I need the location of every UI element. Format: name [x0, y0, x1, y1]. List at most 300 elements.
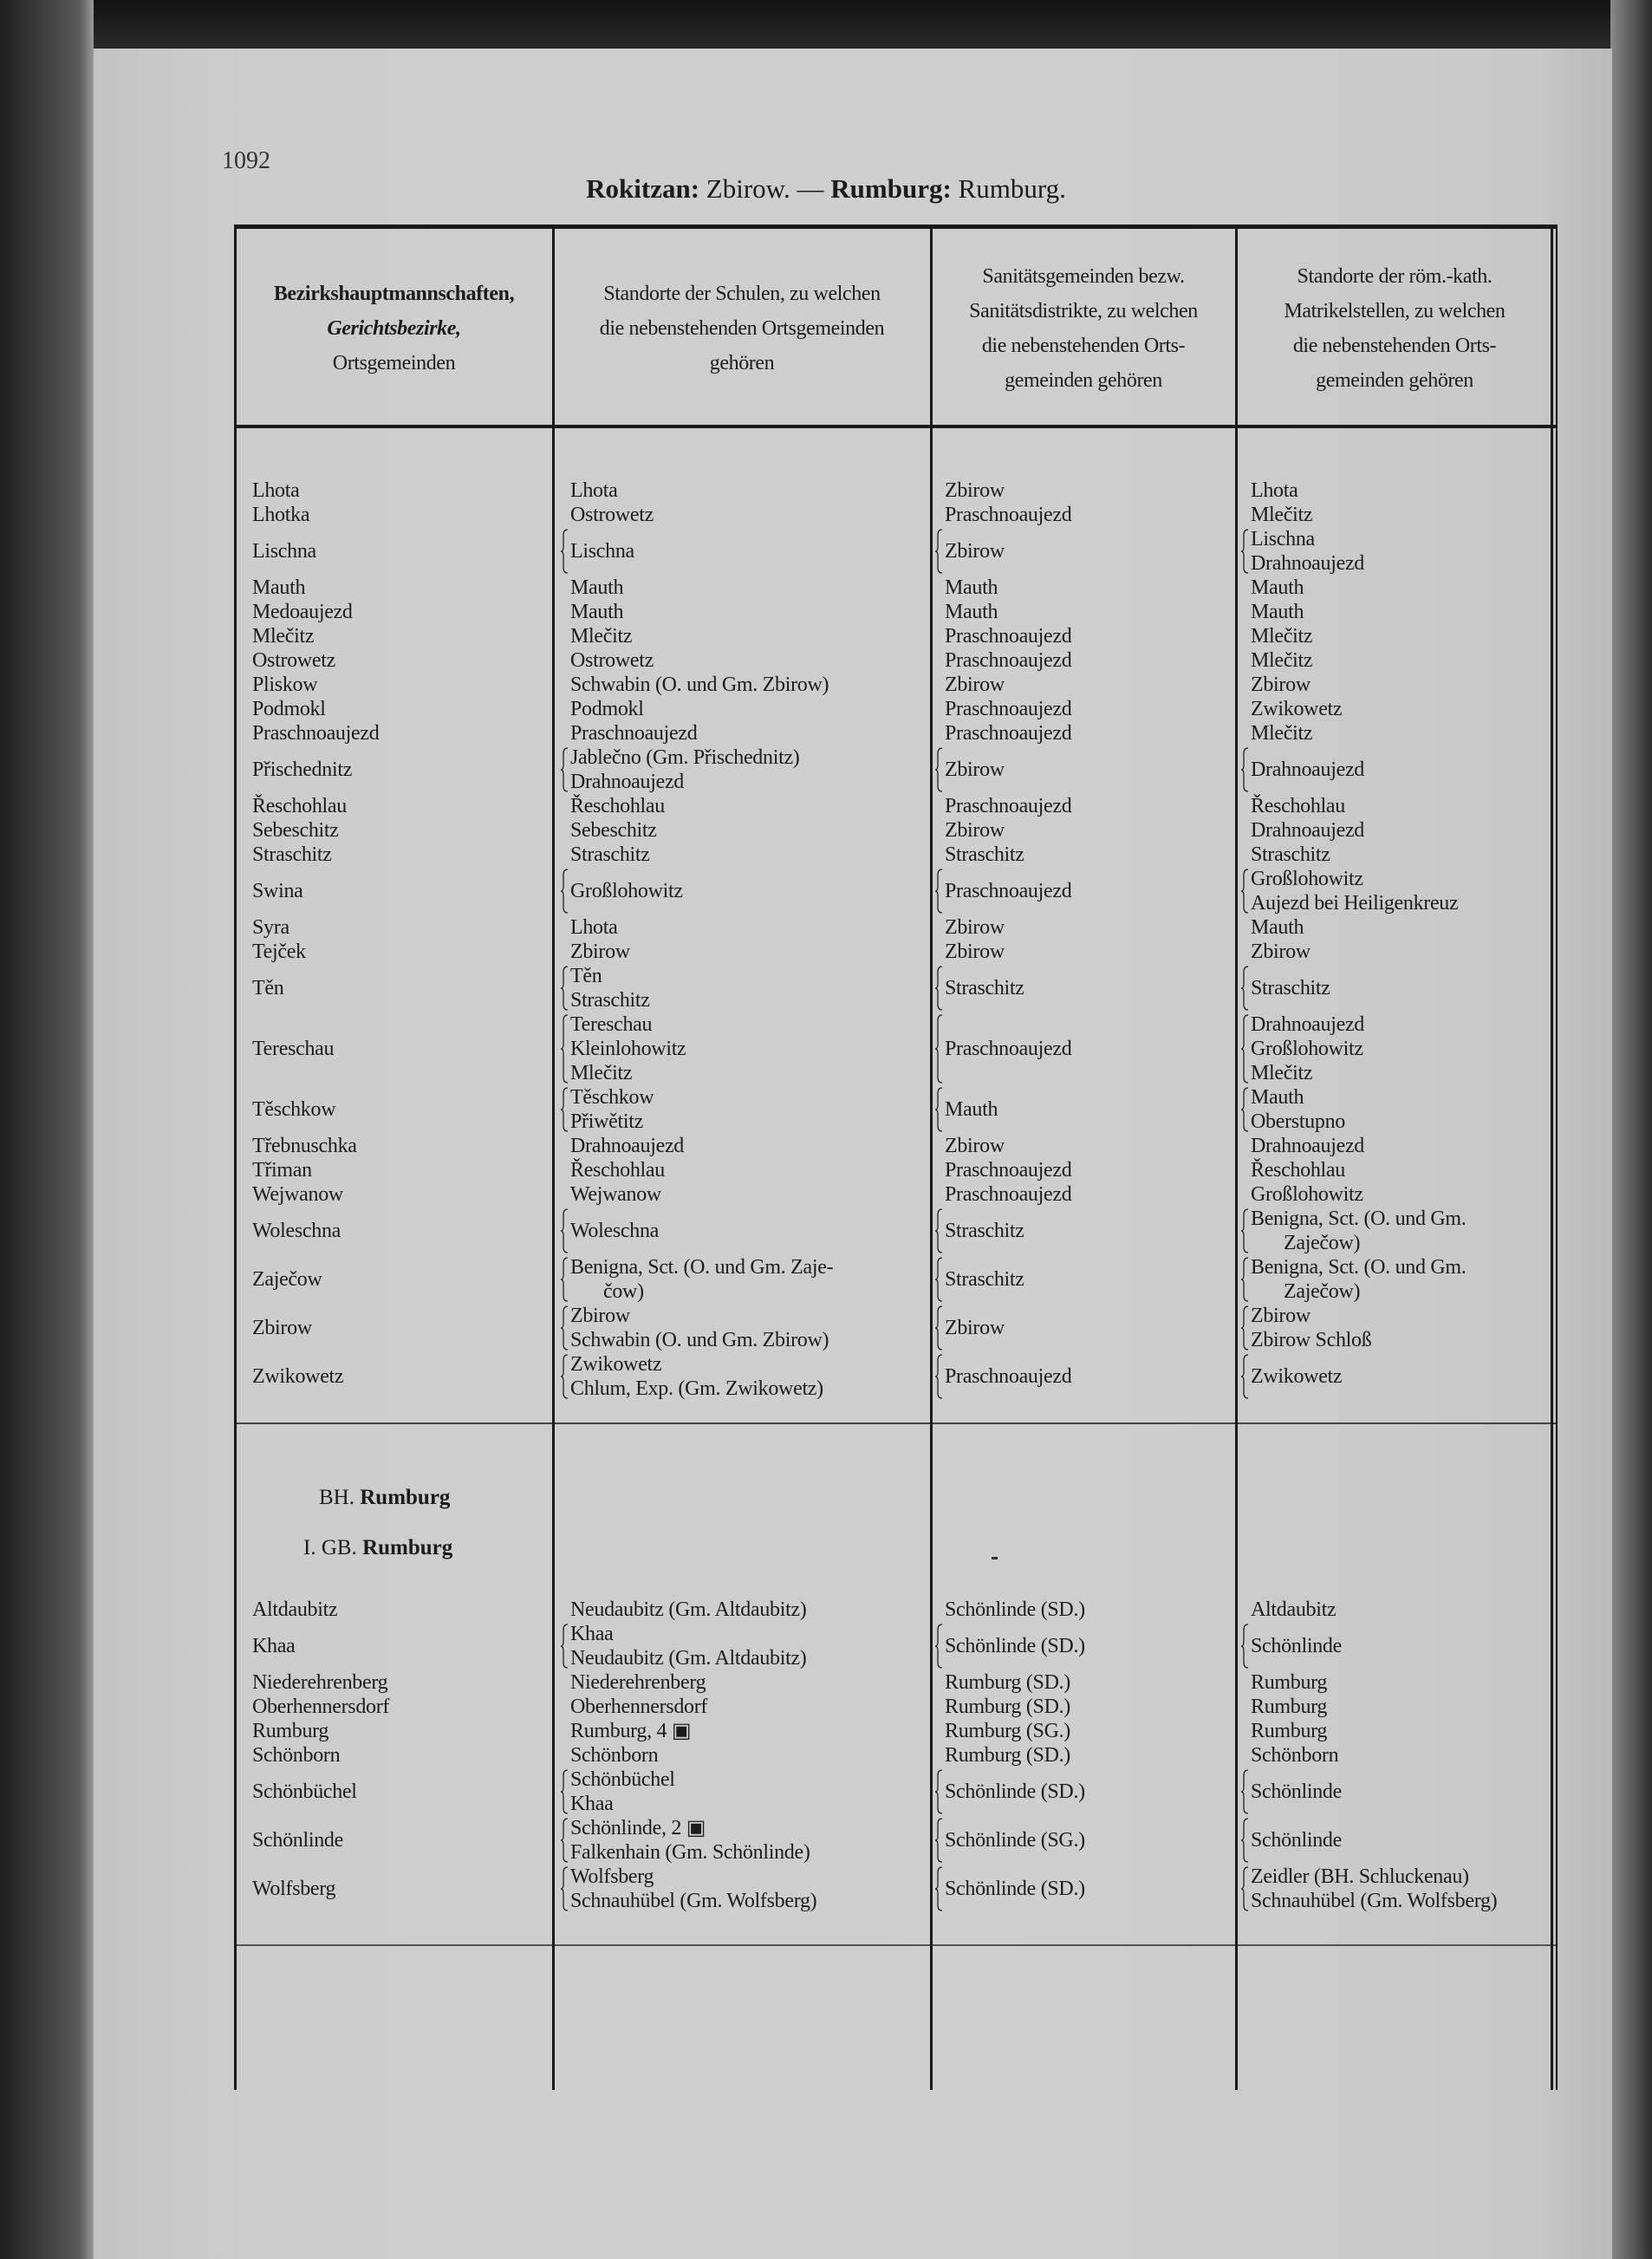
- school-text: Lischna: [570, 540, 634, 563]
- school-text: Schönbüchel: [570, 1768, 675, 1791]
- municipality-cell: [235, 964, 553, 1012]
- parish-cell: [1236, 1085, 1553, 1134]
- sanitary-district-cell: [931, 843, 1236, 867]
- brace-icon: [1240, 1087, 1249, 1132]
- municipality-cell: [235, 1816, 553, 1865]
- section-heading-gb: [303, 1536, 452, 1560]
- school-cell: [553, 576, 931, 600]
- parish-text: Zbirow Schloß: [1251, 1329, 1372, 1351]
- table-top-rule: [235, 225, 1556, 229]
- school-cell: [553, 721, 931, 745]
- parish-cell: [1236, 697, 1553, 721]
- table-row: [235, 1352, 1553, 1401]
- table-row: [235, 527, 1553, 576]
- brace-icon: [1240, 1354, 1249, 1399]
- school-text: Sebeschitz: [570, 819, 657, 842]
- parish-text: Řeschohlau: [1251, 1159, 1345, 1182]
- school-cell: [553, 843, 931, 867]
- school-text: Zwikowetz: [570, 1353, 662, 1376]
- parish-text: Zbirow: [1251, 674, 1311, 696]
- parish-cell: [1236, 964, 1553, 1012]
- sanitary-district-text: Zbirow: [945, 916, 1005, 939]
- parish-cell: [1236, 1695, 1553, 1719]
- parish-cell: [1236, 1622, 1553, 1670]
- school-text: Rumburg, 4 ▣: [570, 1720, 692, 1742]
- municipality-cell: [235, 794, 553, 818]
- sanitary-district-cell: [931, 697, 1236, 721]
- sanitary-district-cell: [931, 1670, 1236, 1695]
- municipality-cell: [235, 576, 553, 600]
- school-text: Woleschna: [570, 1220, 659, 1242]
- parish-text: Drahnoaujezd: [1251, 819, 1365, 842]
- parish-text: Schönborn: [1251, 1744, 1339, 1767]
- school-text: Wejwanow: [570, 1183, 661, 1206]
- school-text: Mlečitz: [570, 625, 633, 648]
- header-bottom-rule: [235, 425, 1556, 428]
- table-row: [235, 1158, 1553, 1182]
- sanitary-district-cell: [931, 1352, 1236, 1401]
- municipality-cell: [235, 503, 553, 527]
- rokitzan-zbirow-rows: [235, 478, 1553, 1401]
- school-text: Straschitz: [570, 843, 650, 866]
- sanitary-district-cell: [931, 1767, 1236, 1816]
- school-text: Ostrowetz: [570, 649, 654, 672]
- school-text: Řeschohlau: [570, 795, 665, 817]
- parish-text: Altdaubitz: [1251, 1598, 1337, 1621]
- sanitary-district-cell: [931, 1158, 1236, 1182]
- municipality-cell: [235, 915, 553, 940]
- school-text: Benigna, Sct. (O. und Gm. Zaje-: [570, 1256, 834, 1279]
- brace-icon: [560, 1769, 569, 1814]
- title-court-1: Zbirow.: [706, 173, 790, 204]
- parish-cell: [1236, 940, 1553, 964]
- brace-icon: [934, 1354, 943, 1399]
- school-text: Řeschohlau: [570, 1159, 665, 1182]
- header-line: gemeinden gehören: [1005, 369, 1162, 392]
- sanitary-district-text: Zbirow: [945, 758, 1005, 781]
- sanitary-district-cell: [931, 940, 1236, 964]
- municipality-cell: [235, 843, 553, 867]
- parish-text: Mauth: [1251, 916, 1304, 939]
- parish-text: Drahnoaujezd: [1251, 1013, 1365, 1036]
- municipality-cell: [235, 600, 553, 624]
- school-text: Drahnoaujezd: [570, 771, 685, 793]
- municipality-cell: [235, 818, 553, 843]
- parish-text: Straschitz: [1251, 843, 1330, 866]
- school-text: Zbirow: [570, 1305, 630, 1327]
- parish-text: Mauth: [1251, 576, 1304, 599]
- sanitary-district-text: Praschnoaujezd: [945, 795, 1072, 817]
- parish-text: Großlohowitz: [1251, 1183, 1363, 1206]
- sanitary-district-cell: [931, 527, 1236, 576]
- sanitary-district-text: Zbirow: [945, 819, 1005, 842]
- table-row: [235, 673, 1553, 697]
- municipality-text: Wejwanow: [252, 1183, 343, 1206]
- school-text: Mlečitz: [570, 1062, 633, 1084]
- parish-text: Zbirow: [1251, 1305, 1311, 1327]
- bottom-rule: [235, 1944, 1556, 1946]
- parish-text: Oberstupno: [1251, 1110, 1345, 1133]
- brace-icon: [560, 1818, 569, 1863]
- sanitary-district-cell: [931, 867, 1236, 915]
- parish-cell: [1236, 624, 1553, 648]
- brace-icon: [560, 747, 569, 792]
- municipality-text: Oberhennersdorf: [252, 1696, 390, 1718]
- municipality-cell: [235, 1719, 553, 1743]
- parish-text: Drahnoaujezd: [1251, 552, 1365, 575]
- header-line: gemeinden gehören: [1316, 369, 1473, 392]
- sanitary-district-text: Straschitz: [945, 977, 1024, 999]
- school-cell: [553, 915, 931, 940]
- brace-icon: [1240, 747, 1249, 792]
- table-row: [235, 1767, 1553, 1816]
- sanitary-district-text: Schönlinde (SD.): [945, 1598, 1085, 1621]
- sanitary-district-cell: [931, 1865, 1236, 1913]
- school-cell: [553, 1352, 931, 1401]
- school-text: Těschkow: [570, 1086, 654, 1109]
- brace-icon: [934, 1818, 943, 1863]
- parish-text: Zwikowetz: [1251, 698, 1343, 720]
- sanitary-district-text: Schönlinde (SD.): [945, 1878, 1085, 1900]
- school-text: Neudaubitz (Gm. Altdaubitz): [570, 1647, 807, 1670]
- table-row: [235, 600, 1553, 624]
- parish-text: Mauth: [1251, 1086, 1304, 1109]
- municipality-text: Tejček: [252, 941, 306, 963]
- parish-cell: [1236, 1767, 1553, 1816]
- municipality-text: Schönborn: [252, 1744, 341, 1767]
- parish-cell: [1236, 1719, 1553, 1743]
- header-line: Standorte der Schulen, zu welchen: [603, 283, 881, 305]
- municipality-cell: [235, 1207, 553, 1255]
- parish-cell: [1236, 915, 1553, 940]
- bh-prefix: BH.: [319, 1486, 354, 1509]
- brace-icon: [1240, 1866, 1249, 1911]
- municipality-cell: [235, 673, 553, 697]
- parish-text: Zaječow): [1284, 1280, 1361, 1303]
- brace-icon: [934, 1769, 943, 1814]
- parish-cell: [1236, 1670, 1553, 1695]
- school-text: Schwabin (O. und Gm. Zbirow): [570, 674, 829, 696]
- sanitary-district-text: Praschnoaujezd: [945, 1038, 1072, 1060]
- school-cell: [553, 745, 931, 794]
- brace-icon: [1240, 1769, 1249, 1814]
- brace-icon: [934, 1624, 943, 1669]
- municipality-text: Zbirow: [252, 1317, 312, 1339]
- school-cell: [553, 600, 931, 624]
- school-cell: [553, 1743, 931, 1767]
- sanitary-district-cell: [931, 624, 1236, 648]
- brace-icon: [1240, 529, 1249, 574]
- table-row: [235, 1670, 1553, 1695]
- rumburg-rows: [235, 1598, 1553, 1913]
- title-separator: —: [797, 173, 824, 204]
- table-row: [235, 1304, 1553, 1352]
- municipality-cell: [235, 1622, 553, 1670]
- parish-text: Straschitz: [1251, 977, 1330, 999]
- municipality-text: Sebeschitz: [252, 819, 339, 842]
- sanitary-district-text: Zbirow: [945, 479, 1005, 502]
- school-cell: [553, 697, 931, 721]
- municipality-text: Woleschna: [252, 1220, 341, 1242]
- municipality-text: Lhota: [252, 479, 300, 502]
- parish-cell: [1236, 1207, 1553, 1255]
- municipality-cell: [235, 624, 553, 648]
- table-row: [235, 478, 1553, 503]
- municipality-cell: [235, 697, 553, 721]
- school-cell: [553, 1695, 931, 1719]
- school-text: Mauth: [570, 601, 624, 623]
- parish-cell: [1236, 576, 1553, 600]
- sanitary-district-text: Praschnoaujezd: [945, 504, 1072, 526]
- school-text: Kleinlohowitz: [570, 1038, 686, 1060]
- parish-text: Rumburg: [1251, 1720, 1328, 1742]
- title-district-2: Rumburg:: [830, 173, 952, 204]
- municipality-cell: [235, 648, 553, 673]
- municipality-text: Tereschau: [252, 1038, 335, 1060]
- school-cell: [553, 794, 931, 818]
- brace-icon: [1240, 1818, 1249, 1863]
- bh-name: Rumburg: [360, 1486, 451, 1509]
- sanitary-district-text: Praschnoaujezd: [945, 880, 1072, 902]
- parish-text: Schönlinde: [1251, 1781, 1342, 1803]
- school-cell: [553, 1085, 931, 1134]
- municipality-cell: [235, 1695, 553, 1719]
- municipality-cell: [235, 867, 553, 915]
- school-cell: [553, 1767, 931, 1816]
- parish-text: Großlohowitz: [1251, 1038, 1363, 1060]
- parish-cell: [1236, 745, 1553, 794]
- parish-text: Zbirow: [1251, 941, 1311, 963]
- municipality-text: Khaa: [252, 1635, 296, 1657]
- sanitary-district-cell: [931, 600, 1236, 624]
- table-row: [235, 1085, 1553, 1134]
- sanitary-district-cell: [931, 964, 1236, 1012]
- school-text: Khaa: [570, 1793, 614, 1815]
- parish-text: Rumburg: [1251, 1671, 1328, 1694]
- parish-text: Benigna, Sct. (O. und Gm.: [1251, 1208, 1467, 1230]
- parish-text: Drahnoaujezd: [1251, 758, 1365, 781]
- sanitary-district-cell: [931, 648, 1236, 673]
- school-text: Chlum, Exp. (Gm. Zwikowetz): [570, 1377, 823, 1400]
- municipality-cell: [235, 1598, 553, 1622]
- parish-text: Drahnoaujezd: [1251, 1135, 1365, 1157]
- school-text: Straschitz: [570, 989, 650, 1012]
- sanitary-district-text: Schönlinde (SD.): [945, 1635, 1085, 1657]
- school-cell: [553, 1865, 931, 1913]
- brace-icon: [934, 1305, 943, 1351]
- sanitary-district-text: Straschitz: [945, 1268, 1024, 1291]
- table-row: [235, 915, 1553, 940]
- brace-icon: [1240, 1305, 1249, 1351]
- parish-cell: [1236, 1352, 1553, 1401]
- municipality-text: Swina: [252, 880, 303, 902]
- school-text: Drahnoaujezd: [570, 1135, 685, 1157]
- sanitary-district-cell: [931, 673, 1236, 697]
- parish-text: Benigna, Sct. (O. und Gm.: [1251, 1256, 1467, 1279]
- school-cell: [553, 1182, 931, 1207]
- column-header-1: [235, 232, 553, 425]
- municipality-cell: [235, 527, 553, 576]
- municipality-text: Praschnoaujezd: [252, 722, 380, 745]
- table-row: [235, 624, 1553, 648]
- municipality-cell: [235, 1304, 553, 1352]
- table-row: [235, 1865, 1553, 1913]
- parish-cell: [1236, 843, 1553, 867]
- table-row: [235, 1182, 1553, 1207]
- municipality-text: Medoaujezd: [252, 601, 353, 623]
- school-text: Přiwětitz: [570, 1110, 643, 1133]
- municipality-text: Pliskow: [252, 674, 318, 696]
- parish-cell: [1236, 1865, 1553, 1913]
- parish-text: Mlečitz: [1251, 649, 1313, 672]
- school-text: Khaa: [570, 1623, 614, 1645]
- page-title: [0, 173, 1652, 205]
- parish-text: Řeschohlau: [1251, 795, 1345, 817]
- municipality-text: Lhotka: [252, 504, 310, 526]
- brace-icon: [1240, 869, 1249, 914]
- parish-cell: [1236, 600, 1553, 624]
- brace-icon: [1240, 1208, 1249, 1253]
- municipality-cell: [235, 478, 553, 503]
- sanitary-district-text: Mauth: [945, 576, 998, 599]
- sanitary-district-text: Mauth: [945, 601, 998, 623]
- sanitary-district-text: Zbirow: [945, 1317, 1005, 1339]
- sanitary-district-text: Mauth: [945, 1098, 998, 1121]
- parish-text: Lhota: [1251, 479, 1298, 502]
- school-cell: [553, 1719, 931, 1743]
- sanitary-district-cell: [931, 1207, 1236, 1255]
- school-cell: [553, 648, 931, 673]
- section-heading-bh: [319, 1486, 450, 1510]
- sanitary-district-cell: [931, 503, 1236, 527]
- table-row: [235, 964, 1553, 1012]
- sanitary-district-text: Rumburg (SG.): [945, 1720, 1070, 1742]
- gb-prefix: I. GB.: [303, 1536, 357, 1559]
- sanitary-district-text: Praschnoaujezd: [945, 1183, 1072, 1206]
- school-text: čow): [603, 1280, 644, 1303]
- parish-cell: [1236, 527, 1553, 576]
- school-cell: [553, 1304, 931, 1352]
- sanitary-district-cell: [931, 1743, 1236, 1767]
- municipality-text: Niederehrenberg: [252, 1671, 388, 1694]
- school-text: Wolfsberg: [570, 1865, 654, 1888]
- gb-name: Rumburg: [362, 1536, 453, 1559]
- scan-border-top: [0, 0, 1652, 50]
- table-row: [235, 940, 1553, 964]
- brace-icon: [934, 1866, 943, 1911]
- municipality-text: Mlečitz: [252, 625, 315, 648]
- sanitary-district-text: Straschitz: [945, 843, 1024, 866]
- parish-cell: [1236, 721, 1553, 745]
- municipality-cell: [235, 1743, 553, 1767]
- brace-icon: [560, 1866, 569, 1911]
- brace-icon: [1240, 1624, 1249, 1669]
- municipality-text: Altdaubitz: [252, 1598, 338, 1621]
- header-line: Standorte der röm.-kath.: [1297, 265, 1493, 288]
- school-text: Podmokl: [570, 698, 644, 720]
- parish-cell: [1236, 1598, 1553, 1622]
- school-cell: [553, 1598, 931, 1622]
- municipality-text: Rumburg: [252, 1720, 329, 1742]
- sanitary-district-cell: [931, 478, 1236, 503]
- municipality-cell: [235, 1134, 553, 1158]
- header-line: Sanitätsgemeinden bezw.: [982, 265, 1185, 288]
- municipality-cell: [235, 1158, 553, 1182]
- brace-icon: [560, 1624, 569, 1669]
- municipality-text: Podmokl: [252, 698, 326, 720]
- sanitary-district-text: Schönlinde (SG.): [945, 1829, 1085, 1852]
- parish-cell: [1236, 1816, 1553, 1865]
- parish-cell: [1236, 1182, 1553, 1207]
- header-line: gehören: [709, 352, 775, 374]
- municipality-cell: [235, 1865, 553, 1913]
- parish-text: Mauth: [1251, 601, 1304, 623]
- brace-icon: [1240, 1014, 1249, 1084]
- parish-text: Zeidler (BH. Schluckenau): [1251, 1865, 1469, 1888]
- school-text: Schwabin (O. und Gm. Zbirow): [570, 1329, 829, 1351]
- municipality-cell: [235, 745, 553, 794]
- parish-cell: [1236, 648, 1553, 673]
- parish-text: Mlečitz: [1251, 504, 1313, 526]
- sanitary-district-text: Rumburg (SD.): [945, 1671, 1070, 1694]
- column-header-3: [931, 232, 1236, 425]
- brace-icon: [934, 747, 943, 792]
- sanitary-district-cell: [931, 1182, 1236, 1207]
- brace-icon: [560, 1208, 569, 1253]
- table-row: [235, 1598, 1553, 1622]
- table-row: [235, 1743, 1553, 1767]
- brace-icon: [560, 1014, 569, 1084]
- header-line: die nebenstehenden Orts-: [981, 335, 1186, 357]
- sanitary-district-cell: [931, 794, 1236, 818]
- header-line: die nebenstehenden Orts-: [1292, 335, 1497, 357]
- brace-icon: [560, 1354, 569, 1399]
- sanitary-district-cell: [931, 1134, 1236, 1158]
- sanitary-district-text: Praschnoaujezd: [945, 625, 1072, 648]
- sanitary-district-text: Zbirow: [945, 941, 1005, 963]
- municipality-text: Schönbüchel: [252, 1781, 357, 1803]
- brace-icon: [934, 1208, 943, 1253]
- table-row: [235, 1695, 1553, 1719]
- parish-cell: [1236, 1743, 1553, 1767]
- municipality-text: Wolfsberg: [252, 1878, 336, 1900]
- section-divider: [235, 1422, 1556, 1424]
- parish-cell: [1236, 1012, 1553, 1085]
- school-cell: [553, 1622, 931, 1670]
- school-text: Oberhennersdorf: [570, 1696, 708, 1718]
- sanitary-district-text: Praschnoaujezd: [945, 649, 1072, 672]
- parish-cell: [1236, 1255, 1553, 1304]
- table-row: [235, 697, 1553, 721]
- parish-text: Schönlinde: [1251, 1635, 1342, 1657]
- header-line: Bezirkshauptmannschaften,: [273, 283, 515, 305]
- sanitary-district-text: Zbirow: [945, 674, 1005, 696]
- sanitary-district-cell: [931, 1304, 1236, 1352]
- dash-mark: [992, 1557, 998, 1559]
- sanitary-district-text: Praschnoaujezd: [945, 698, 1072, 720]
- sanitary-district-cell: [931, 1598, 1236, 1622]
- header-line: die nebenstehenden Ortsgemeinden: [599, 317, 885, 340]
- municipality-cell: [235, 940, 553, 964]
- school-text: Zbirow: [570, 941, 630, 963]
- sanitary-district-cell: [931, 1622, 1236, 1670]
- parish-text: Mlečitz: [1251, 625, 1313, 648]
- school-cell: [553, 1816, 931, 1865]
- sanitary-district-cell: [931, 1816, 1236, 1865]
- municipality-text: Syra: [252, 916, 289, 939]
- school-text: Lhota: [570, 916, 618, 939]
- table-right-border-outer: [1556, 225, 1558, 2090]
